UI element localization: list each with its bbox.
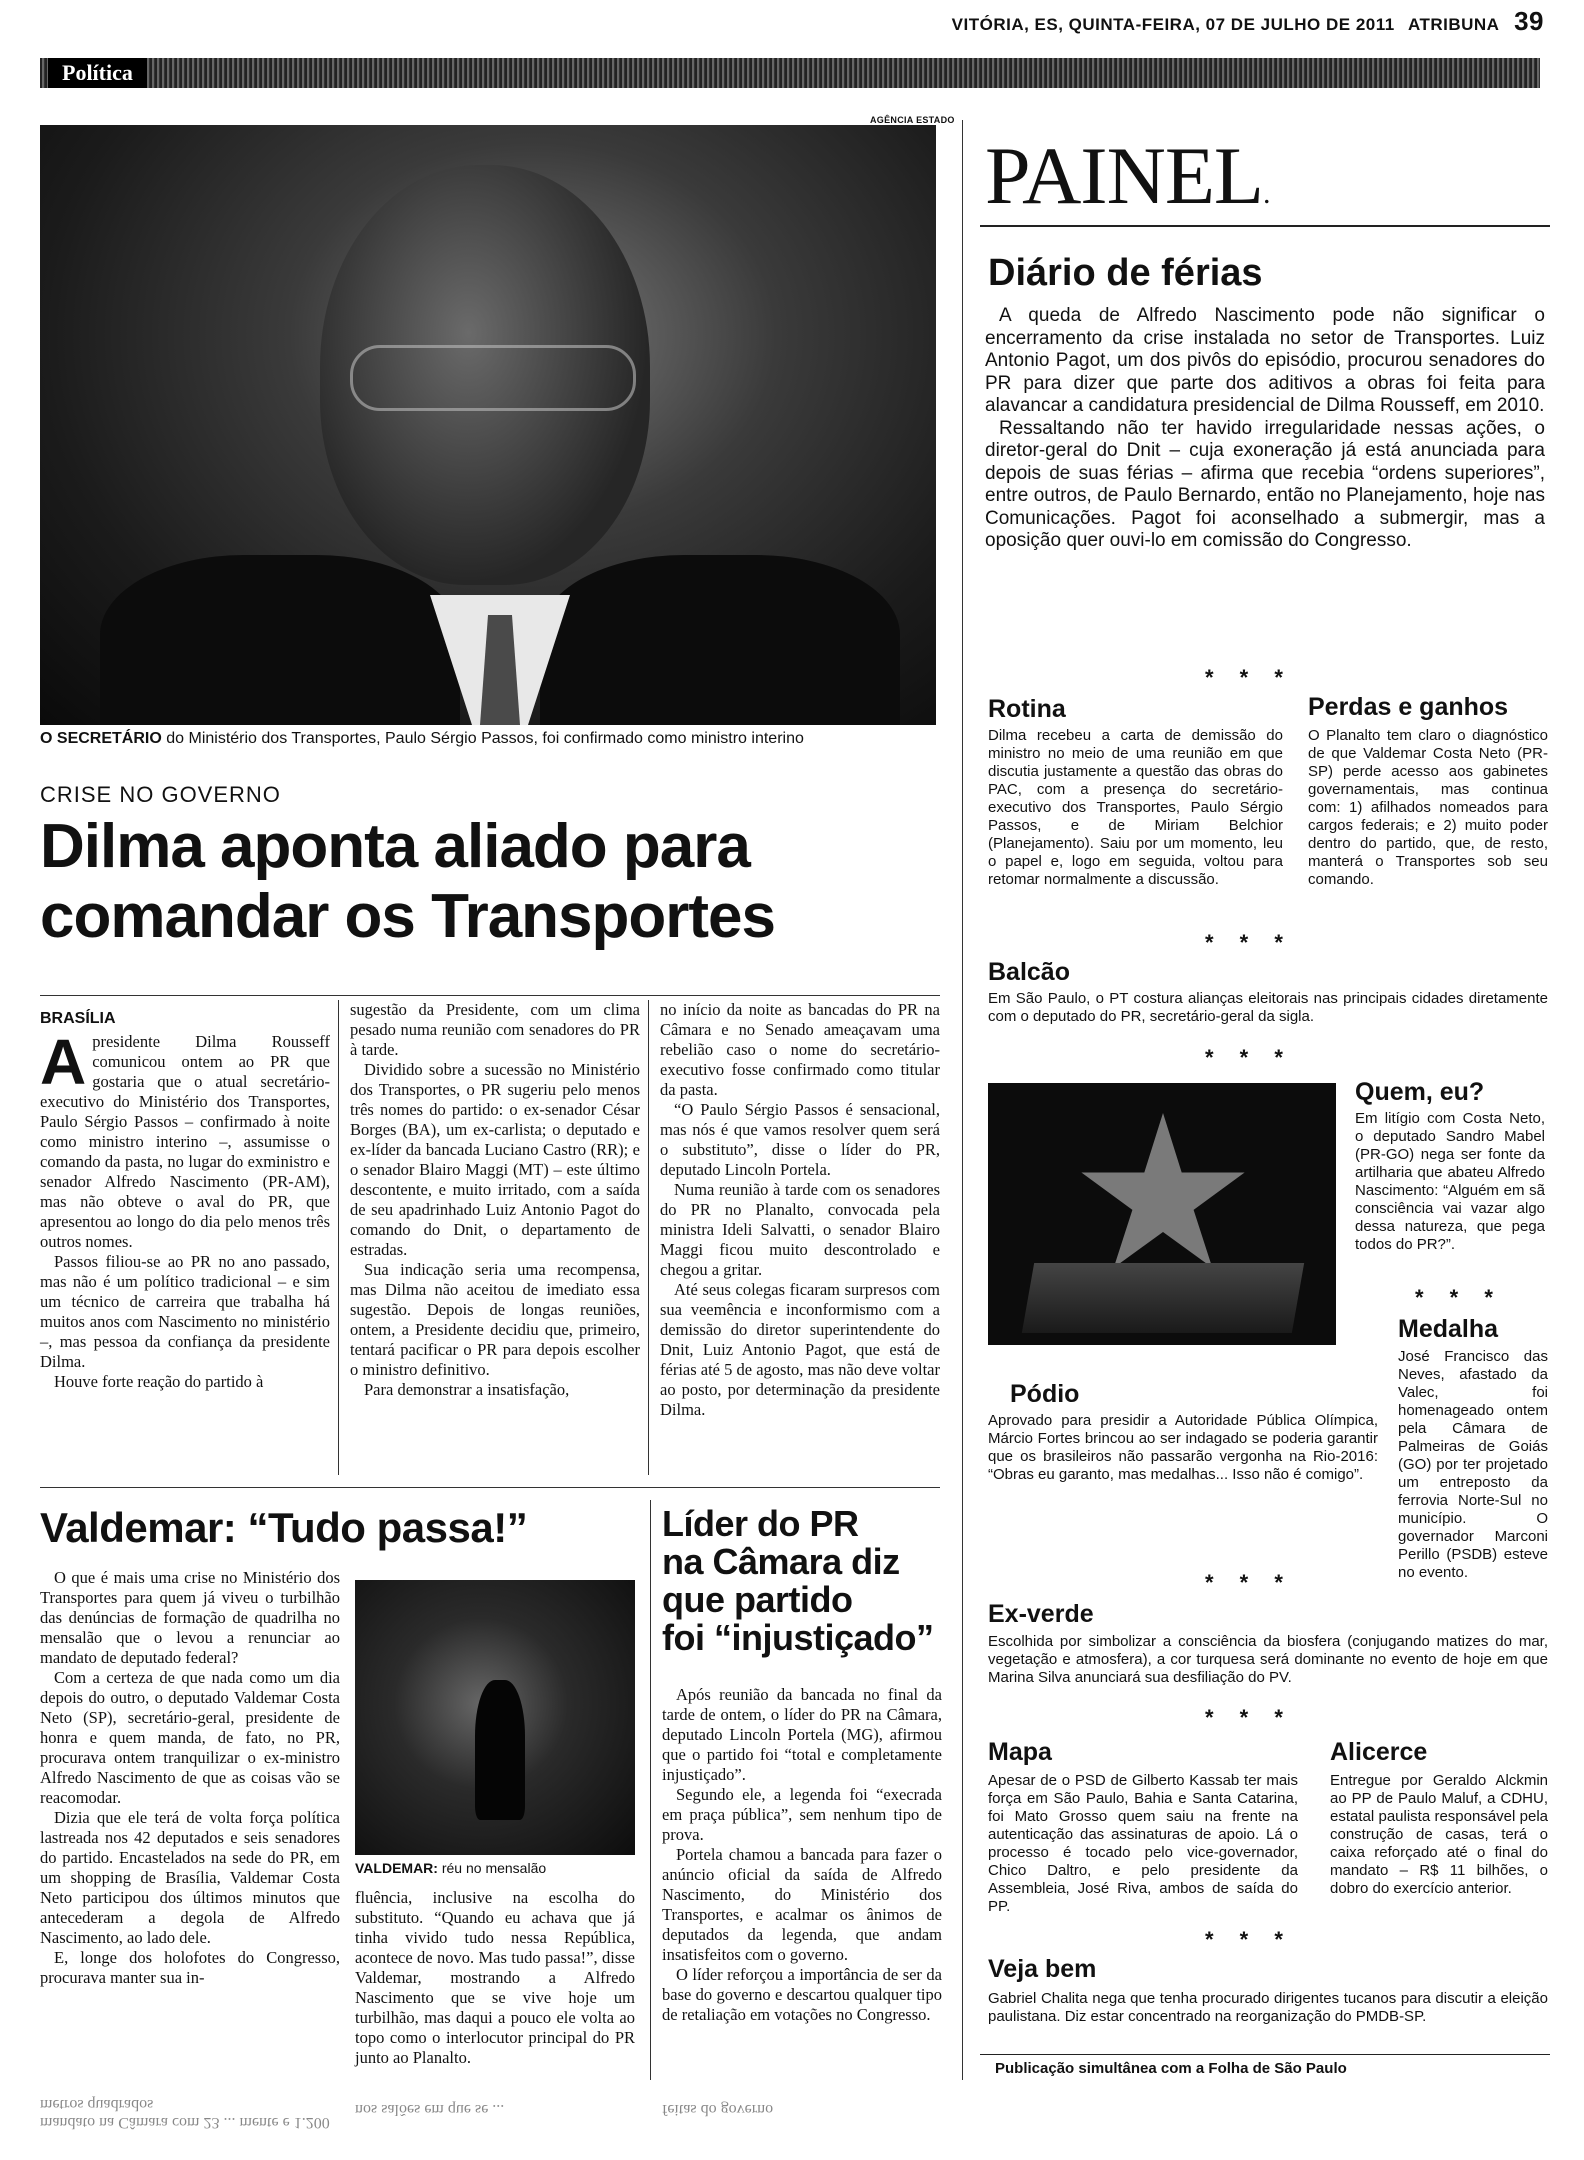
bleed-text-mid: nos salões em que se ...: [355, 2101, 505, 2118]
header-page-number: 39: [1514, 6, 1544, 36]
main-col1-para-1: Apresidente Dilma Rousseff comunicou ontem ao PR que gostaria que o atual secretário-executivo do Ministério dos Transportes, Paulo Sérgio Passos – confirmado à noite como ministro interino –, assumisse o comando da pasta, no lugar do exministro e senador Alfredo Nascimento (PR-AM), mas não obteve o aval do PR, que apresentou ao longo do dia pelo menos três outros nomes.: [40, 1026, 330, 1251]
note-title-medalha: Medalha: [1398, 1315, 1499, 1343]
header-dateline: VITÓRIA, ES, QUINTA-FEIRA, 07 DE JULHO DE 2011: [951, 15, 1395, 34]
lider-headline-line-3: que partido: [662, 1579, 853, 1620]
note-title-quem: Quem, eu?: [1355, 1078, 1485, 1106]
lider-headline: [662, 1505, 952, 1657]
separator-stars: * * *: [1415, 1285, 1503, 1310]
note-title-mapa: Mapa: [988, 1738, 1052, 1766]
painel-lead-para-1: A queda de Alfredo Nascimento pode não significar o encerramento da crise instalada no setor de Transportes. Luiz Antonio Pagot, um dos pivôs do episódio, procurou senadores do PR para dizer que parte dos aditivos a obras foi feita para alavancar a candidatura presidencial de Dilma Rousseff, em 2010.: [985, 305, 1545, 416]
main-headline: [40, 812, 940, 952]
note-title-alicerce: Alicerce: [1330, 1738, 1428, 1766]
painel-bottom-rule: [980, 2054, 1550, 2055]
main-col1-para-3: Houve forte reação do partido à: [54, 1372, 264, 1391]
valdemar-col2-para: fluência, inclusive na escolha do substituto. “Quando eu achava que já tinha vivido tudo nessa República, acontece de novo. Mas tudo passa!”, disse Valdemar, mostrando a Alfredo Nascimento que se vive hoje um turbilhão, mas daqui a pouco ele volta ao topo como o interlocutor principal do PR junto ao Planalto.: [355, 1888, 635, 2067]
valdemar-photo: [355, 1580, 635, 1855]
main-col2-para-4: Para demonstrar a insatisfação,: [364, 1380, 570, 1399]
main-col2-para-3: Sua indicação seria uma recompensa, mas Dilma não aceitou de imediato essa sugestão. Depois de longas reuniões, ontem, a Presidente decidiu que, primeiro, tentará pacificar o PR para depois escolher o ministro definitivo.: [350, 1260, 640, 1379]
main-col2-para-2: Dividido sobre a sucessão no Ministério dos Transportes, o PR sugeriu pelo menos três nomes do partido: o ex-senador César Borges (BA), um ex-carlista; o deputado e ex-líder da bancada Luciano Castro (RR); e o senador Blairo Maggi (MT) – este último descontente, e muito irritado, com a saída de seu apadrinhado Luiz Antonio Pagot do comando do Dnit, o departamento de estradas.: [350, 1060, 640, 1259]
photo-trophy-base: [1022, 1263, 1304, 1333]
photo-glasses: [350, 345, 636, 411]
separator-stars: * * *: [1205, 1705, 1293, 1730]
separator-stars: * * *: [1205, 1570, 1293, 1595]
page-header: [952, 6, 1544, 37]
valdemar-column-1: [40, 1568, 340, 1988]
note-title-exverde: Ex-verde: [988, 1600, 1094, 1628]
note-title-podio: Pódio: [1010, 1380, 1080, 1408]
main-photo: [40, 125, 936, 725]
drop-cap: A: [40, 1026, 87, 1098]
caption-bold: O SECRETÁRIO: [40, 730, 162, 747]
valdemar-para-4: E, longe dos holofotes do Congresso, procurava manter sua in-: [40, 1948, 340, 1987]
article-kicker: CRISE NO GOVERNO: [40, 782, 281, 807]
publication-note: Publicação simultânea com a Folha de São Paulo: [995, 2060, 1347, 2077]
valdemar-photo-caption: [355, 1860, 635, 1876]
note-text-medalha: José Francisco das Neves, afastado da Valec, foi homenageado ontem pela Câmara de Palmeiras de Goiás (GO) por ter projetado um entreposto da ferrovia Norte-Sul no município. O governador Marconi Perillo (PSDB) esteve no evento.: [1398, 1348, 1548, 1581]
painel-title: PAINEL.: [985, 130, 1270, 221]
headline-line-1: Dilma aponta aliado para: [40, 812, 750, 881]
header-paper: ATRIBUNA: [1407, 15, 1499, 34]
main-column-3: [660, 1000, 940, 1420]
main-col1-para-2: Passos filiou-se ao PR no ano passado, mas não é um político tradicional – e sim um técnico de carreira que trabalha há muitos anos com Nascimento no ministério –, mas pessoa da confiança da presidente Dilma.: [40, 1252, 330, 1371]
lider-para-3: Portela chamou a bancada para fazer o anúncio oficial da saída de Alfredo Nascimento, do Ministério dos Transportes, e acalmar os ânimos de deputados da legenda, que andam insatisfeitos com o governo.: [662, 1845, 942, 1964]
note-text-perdas: O Planalto tem claro o diagnóstico de que Valdemar Costa Neto (PR-SP) perde acesso aos gabinetes governamentais, mas continua com: 1) afilhados nomeados para cargos federais; e 2) muito poder dentro do partido, que, de resto, manterá o Transportes sob seu comando.: [1308, 727, 1548, 888]
note-text-exverde: Escolhida por simbolizar a consciência da biosfera (conjugando matizes do mar, vegetação e atmosfera), a cor turquesa será dominante no evento de hoje em que Marina Silva anunciará sua desfiliação do PV.: [988, 1633, 1548, 1686]
section-bar: [40, 58, 1540, 88]
note-title-rotina: Rotina: [988, 695, 1066, 723]
lider-column: [662, 1685, 942, 2025]
article-dateline: BRASÍLIA: [40, 1010, 116, 1027]
photo-credit: AGÊNCIA ESTADO: [870, 115, 955, 125]
main-col3-para-1: no início da noite as bancadas do PR na Câmara e no Senado ameaçavam uma rebelião caso o nome do secretário-executivo fosse confirmado como titular da pasta.: [660, 1000, 940, 1099]
valdemar-caption-bold: VALDEMAR:: [355, 1860, 438, 1876]
section-rule: [40, 1487, 940, 1488]
podio-photo: [988, 1083, 1336, 1345]
lider-headline-line-4: foi “injustiçado”: [662, 1617, 934, 1658]
separator-stars: * * *: [1205, 1045, 1293, 1070]
column-divider: [648, 1000, 649, 1475]
photo-figure: [475, 1680, 525, 1820]
valdemar-para-3: Dizia que ele terá de volta força política lastreada nos 42 deputados e seis senadores do partido. Encastelados na sede do PR, em um shopping de Brasília, Valdemar Costa Neto participou dos últimos minutos que antecederam a degola de Alfredo Nascimento, ao lado dele.: [40, 1808, 340, 1947]
valdemar-para-2: Com a certeza de que nada como um dia depois do outro, o deputado Valdemar Costa Neto (SP), secretário-geral, presidente de honra e quem manda, de fato, no PR, procurava ontem tranquilizar o ex-ministro Alfredo Nascimento de que as coisas vão se reacomodar.: [40, 1668, 340, 1807]
note-text-veja: Gabriel Chalita nega que tenha procurado dirigentes tucanos para discutir a eleição paulistana. Diz estar concentrado na reorganização do PMDB-SP.: [988, 1990, 1548, 2025]
note-title-veja: Veja bem: [988, 1955, 1097, 1983]
headline-line-2: comandar os Transportes: [40, 882, 776, 951]
note-title-balcao: Balcão: [988, 958, 1070, 986]
painel-lead-para-2: Ressaltando não ter havido irregularidade nessas ações, o diretor-geral do Dnit – cuja exoneração já está anunciada para depois de suas férias – afirma que recebia “ordens superiores”, entre outros, de Paulo Bernardo, então no Planejamento, hoje nas Comunicações. Pagot foi aconselhado a submergir, mas a oposição quer ouvi-lo em comissão do Congresso.: [985, 417, 1545, 551]
note-text-quem: Em litígio com Costa Neto, o deputado Sandro Mabel (PR-GO) nega ser fonte da artilharia que abateu Alfredo Nascimento: “Alguém em sã consciência vai vazar algo dessa natureza, que pega todos do PR?”.: [1355, 1110, 1545, 1253]
photo-caption: [40, 730, 940, 748]
caption-rest: do Ministério dos Transportes, Paulo Sérgio Passos, foi confirmado como ministro interino: [161, 730, 804, 747]
bleed-text-left: mandato na Câmara com 23 ... mente e 1.200 metros quadrados: [40, 2096, 330, 2131]
note-text-alicerce: Entregue por Geraldo Alckmin ao PP de Paulo Maluf, a CDHU, estatal paulista responsável pela construção de casas, terá o caixa reforçado até o final do mandato – R$ 11 bilhões, o dobro do exercício anterior.: [1330, 1772, 1548, 1897]
column-divider: [650, 1500, 651, 2080]
main-col2-para-1: sugestão da Presidente, com um clima pesado numa reunião com senadores do PR à tarde.: [350, 1000, 640, 1059]
note-text-rotina: Dilma recebeu a carta de demissão do ministro no meio de uma reunião em que discutia justamente a questão das obras do PAC, com a presença do secretário-executivo dos Transportes, Paulo Sérgio Passos, e de Miriam Belchior (Planejamento). Saiu por um momento, leu o papel e, logo em seguida, voltou para retomar normalmente a discussão.: [988, 727, 1283, 888]
lider-headline-line-1: Líder do PR: [662, 1503, 859, 1544]
main-col3-para-2: “O Paulo Sérgio Passos é sensacional, mas nós é que vamos resolver quem será o substituto”, disse o líder do PR, deputado Lincoln Portela.: [660, 1100, 940, 1179]
main-col3-para-4: Até seus colegas ficaram surpresos com sua veemência e inconformismo com a demissão do diretor superintendente do Dnit, Luiz Antonio Pagot, que está de férias até 5 de agosto, mas não deve voltar ao posto, por determinação da presidente Dilma.: [660, 1280, 940, 1419]
main-column-2: [350, 1000, 640, 1400]
separator-stars: * * *: [1205, 930, 1293, 955]
lider-para-1: Após reunião da bancada no final da tarde de ontem, o líder do PR na Câmara, deputado Lincoln Portela (MG), afirmou que o partido foi “total e completamente injustiçado”.: [662, 1685, 942, 1784]
painel-lead-text: [985, 305, 1545, 553]
separator-stars: * * *: [1205, 665, 1293, 690]
column-divider: [338, 1000, 339, 1475]
painel-lead-title: Diário de férias: [988, 252, 1263, 294]
painel-rule: [980, 225, 1550, 227]
section-label: Política: [48, 58, 147, 88]
headline-rule: [40, 995, 940, 996]
note-text-podio: Aprovado para presidir a Autoridade Pública Olímpica, Márcio Fortes brincou ao ser indagado se poderia garantir que os brasileiros não passarão vergonha na Rio-2016: “Obras eu garanto, mas medalhas... Isso não é comigo”.: [988, 1412, 1378, 1483]
photo-trophy-star: [1078, 1113, 1248, 1283]
valdemar-column-2: [355, 1888, 635, 2068]
lider-headline-line-2: na Câmara diz: [662, 1541, 900, 1582]
lider-para-2: Segundo ele, a legenda foi “execrada em praça pública”, sem nenhum tipo de prova.: [662, 1785, 942, 1844]
main-col3-para-3: Numa reunião à tarde com os senadores do PR no Planalto, convocada pela ministra Ideli Salvatti, o senador Blairo Maggi ficou muito descontrolado e chegou a gritar.: [660, 1180, 940, 1279]
note-title-perdas: Perdas e ganhos: [1308, 693, 1509, 721]
bleed-text-right: feitas do governo: [662, 2101, 774, 2118]
valdemar-headline: Valdemar: “Tudo passa!”: [40, 1504, 528, 1551]
main-column-1: [40, 1026, 330, 1392]
photo-suit-left: [100, 555, 460, 725]
painel-divider: [962, 120, 963, 2080]
note-text-balcao: Em São Paulo, o PT costura alianças eleitorais nas principais cidades diretamente com o deputado do PR, secretário-geral da sigla.: [988, 990, 1548, 1025]
valdemar-caption-rest: réu no mensalão: [437, 1860, 547, 1876]
photo-suit-right: [540, 555, 900, 725]
valdemar-para-1: O que é mais uma crise no Ministério dos Transportes para quem já viveu o turbilhão das denúncias de formação de quadrilha no mensalão que o levou a renunciar ao mandato de deputado federal?: [40, 1568, 340, 1667]
lider-para-4: O líder reforçou a importância de ser da base do governo e descartou qualquer tipo de retaliação em votações no Congresso.: [662, 1965, 942, 2024]
note-text-mapa: Apesar de o PSD de Gilberto Kassab ter mais força em São Paulo, Bahia e Santa Catarina, foi Mato Grosso quem saiu na frente na autenticação das assinaturas de apoio. Lá o processo é tocado pelo vice-governador, Chico Daltro, e pelo presidente da Assembleia, José Riva, ambos de saída do PP.: [988, 1772, 1298, 1915]
separator-stars: * * *: [1205, 1927, 1293, 1952]
